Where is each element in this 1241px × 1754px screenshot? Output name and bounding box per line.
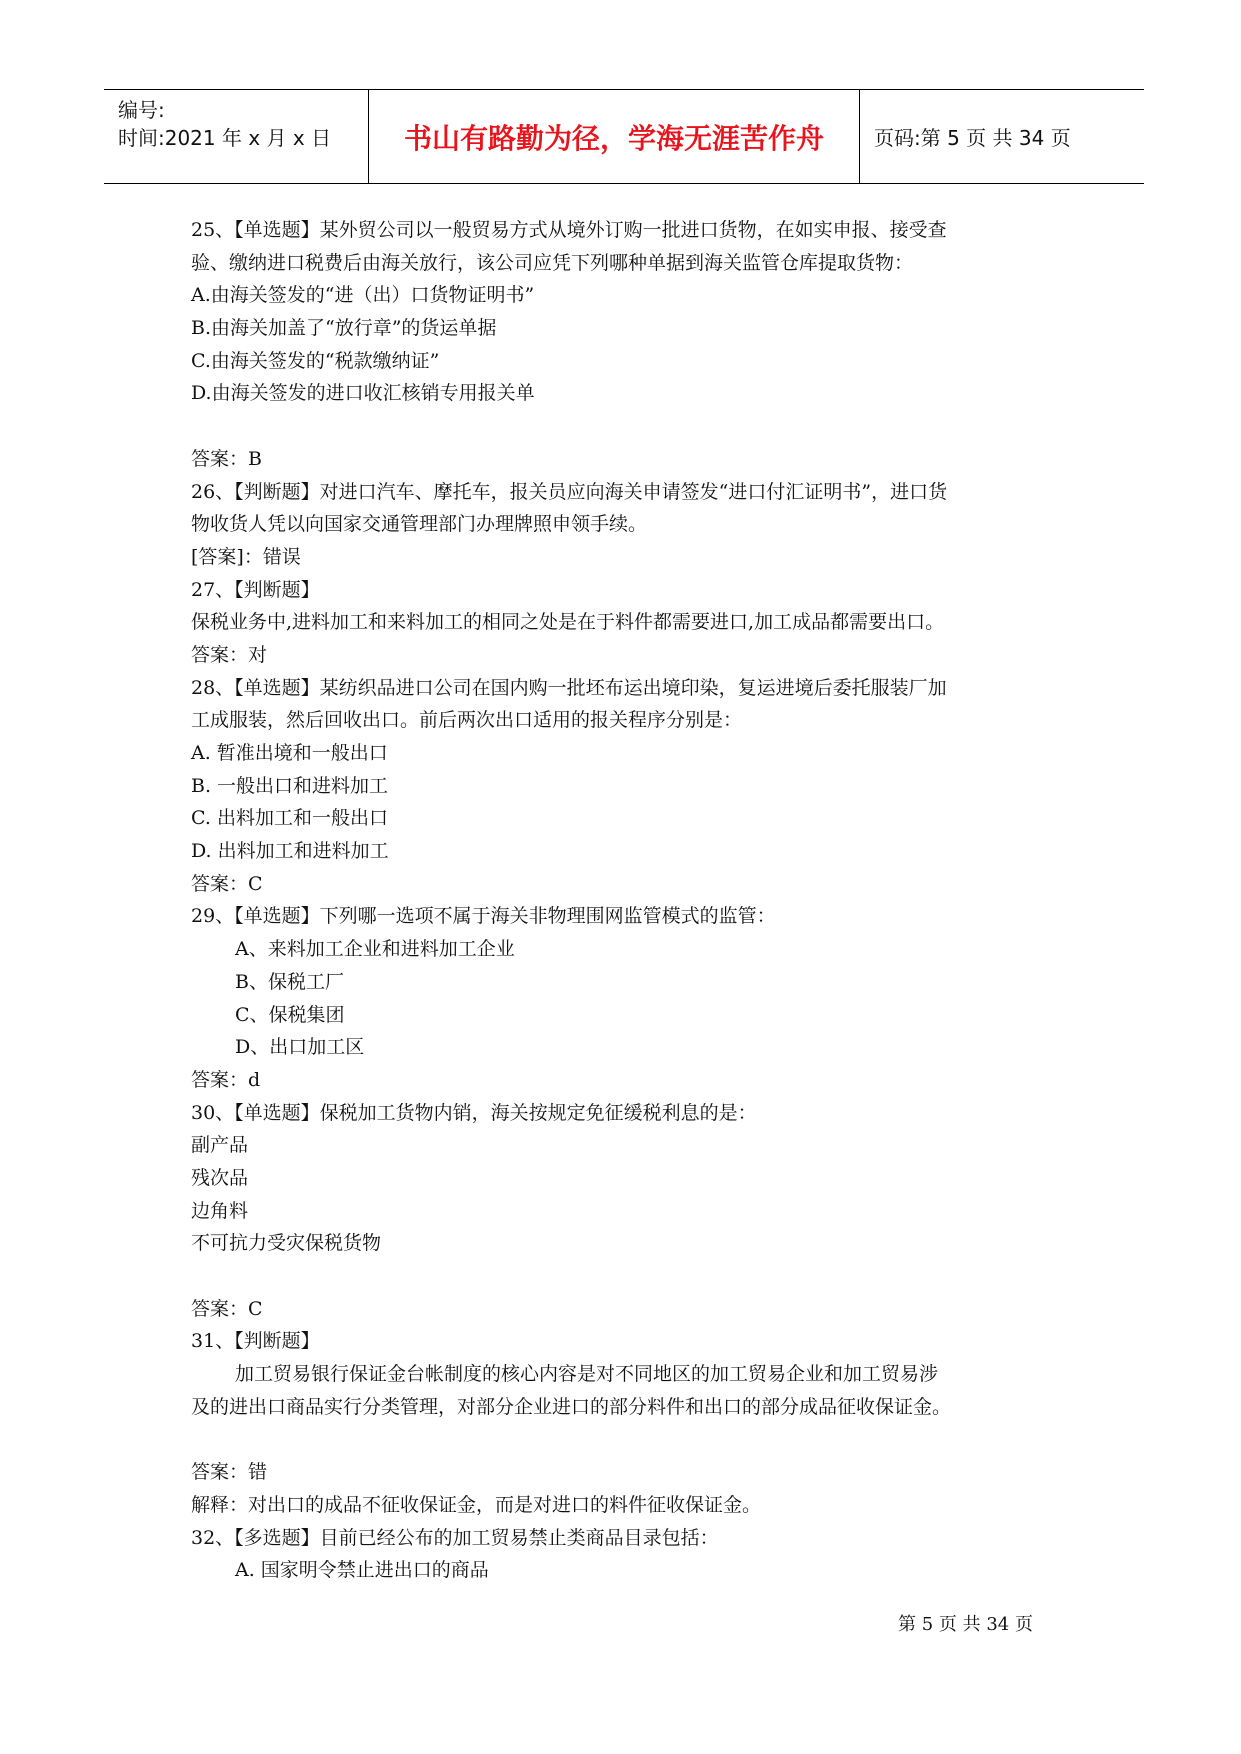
text-line: B.由海关加盖了“放行章”的货运单据 [191,317,497,340]
doc-number-label: 编号: [118,98,165,122]
header-info-cell [104,90,369,183]
text-line: 解释：对出口的成品不征收保证金，而是对进口的料件征收保证金。 [191,1493,762,1516]
text-line: D、出口加工区 [235,1036,365,1059]
text-line: 答案：d [191,1068,261,1091]
text-line: 副产品 [191,1134,249,1157]
text-line: 加工贸易银行保证金台帐制度的核心内容是对不同地区的加工贸易企业和加工贸易涉 [235,1363,939,1386]
text-line: D. 出料加工和进料加工 [191,840,389,863]
text-line: 残次品 [191,1166,249,1189]
text-line: 不可抗力受灾保税货物 [191,1232,382,1255]
blank-line [191,1423,1071,1456]
text-line: 29、【单选题】下列哪一选项不属于海关非物理围网监管模式的监管： [191,905,776,928]
text-line: 30、【单选题】保税加工货物内销，海关按规定免征缓税利息的是： [191,1101,757,1124]
blank-line [191,1260,1071,1293]
text-line: A. 暂准出境和一般出口 [191,742,388,764]
blank-line [191,410,1071,443]
text-line: 28、【单选题】某纺织品进口公司在国内购一批坯布运出境印染，复运进境后委托服装厂加 [191,676,947,699]
text-line: 保税业务中,进料加工和来料加工的相同之处是在于料件都需要进口,加工成品都需要出口。 [191,611,945,634]
text-line: A. 国家明令禁止进出口的商品 [235,1559,489,1582]
text-line: C. 出料加工和一般出口 [191,807,388,830]
header-motto: 书山有路勤为径，学海无涯苦作舟 [369,90,860,183]
text-line: 26、【判断题】对进口汽车、摩托车，报关员应向海关申请签发“进口付汇证明书”，进口货 [191,480,948,503]
text-line: C.由海关签发的“税款缴纳证” [191,349,440,372]
text-line: 验、缴纳进口税费后由海关放行，该公司应凭下列哪种单据到海关监管仓库提取货物： [191,251,914,274]
text-line: B、保税工厂 [235,970,344,993]
text-line: 27、【判断题】 [191,578,320,601]
page-footer: 第 5 页 共 34 页 [898,1614,1033,1635]
text-line: 答案：C [191,872,263,895]
text-line: 32、【多选题】目前已经公布的加工贸易禁止类商品目录包括： [191,1526,719,1549]
document-body [191,214,1071,1587]
text-line: C、保税集团 [235,1003,345,1026]
text-line: 工成服装，然后回收出口。前后两次出口适用的报关程序分别是： [191,709,743,732]
text-line: 及的进出口商品实行分类管理，对部分企业进口的部分料件和出口的部分成品征收保证金。 [191,1395,952,1418]
text-line: 边角料 [191,1199,249,1222]
text-line: A、来料加工企业和进料加工企业 [235,938,515,961]
text-line: B. 一般出口和进料加工 [191,774,389,797]
text-line: 物收货人凭以向国家交通管理部门办理牌照申领手续。 [191,513,648,536]
text-line: 答案：B [191,447,262,470]
text-line: D.由海关签发的进口收汇核销专用报关单 [191,382,535,405]
text-line: 25、【单选题】某外贸公司以一般贸易方式从境外订购一批进口货物，在如实申报、接受查 [191,219,947,241]
text-line: 答案：对 [191,643,268,666]
text-line: 31、【判断题】 [191,1330,320,1353]
text-line: 答案：错 [191,1461,268,1484]
text-line: 答案：C [191,1297,263,1320]
header-page-label: 页码:第 5 页 共 34 页 [874,126,1071,150]
page-header [104,89,1144,184]
text-line: [答案]：错误 [191,545,301,568]
text-line: A.由海关签发的“进（出）口货物证明书” [191,284,535,307]
doc-time-label: 时间:2021 年 x 月 x 日 [118,126,332,150]
